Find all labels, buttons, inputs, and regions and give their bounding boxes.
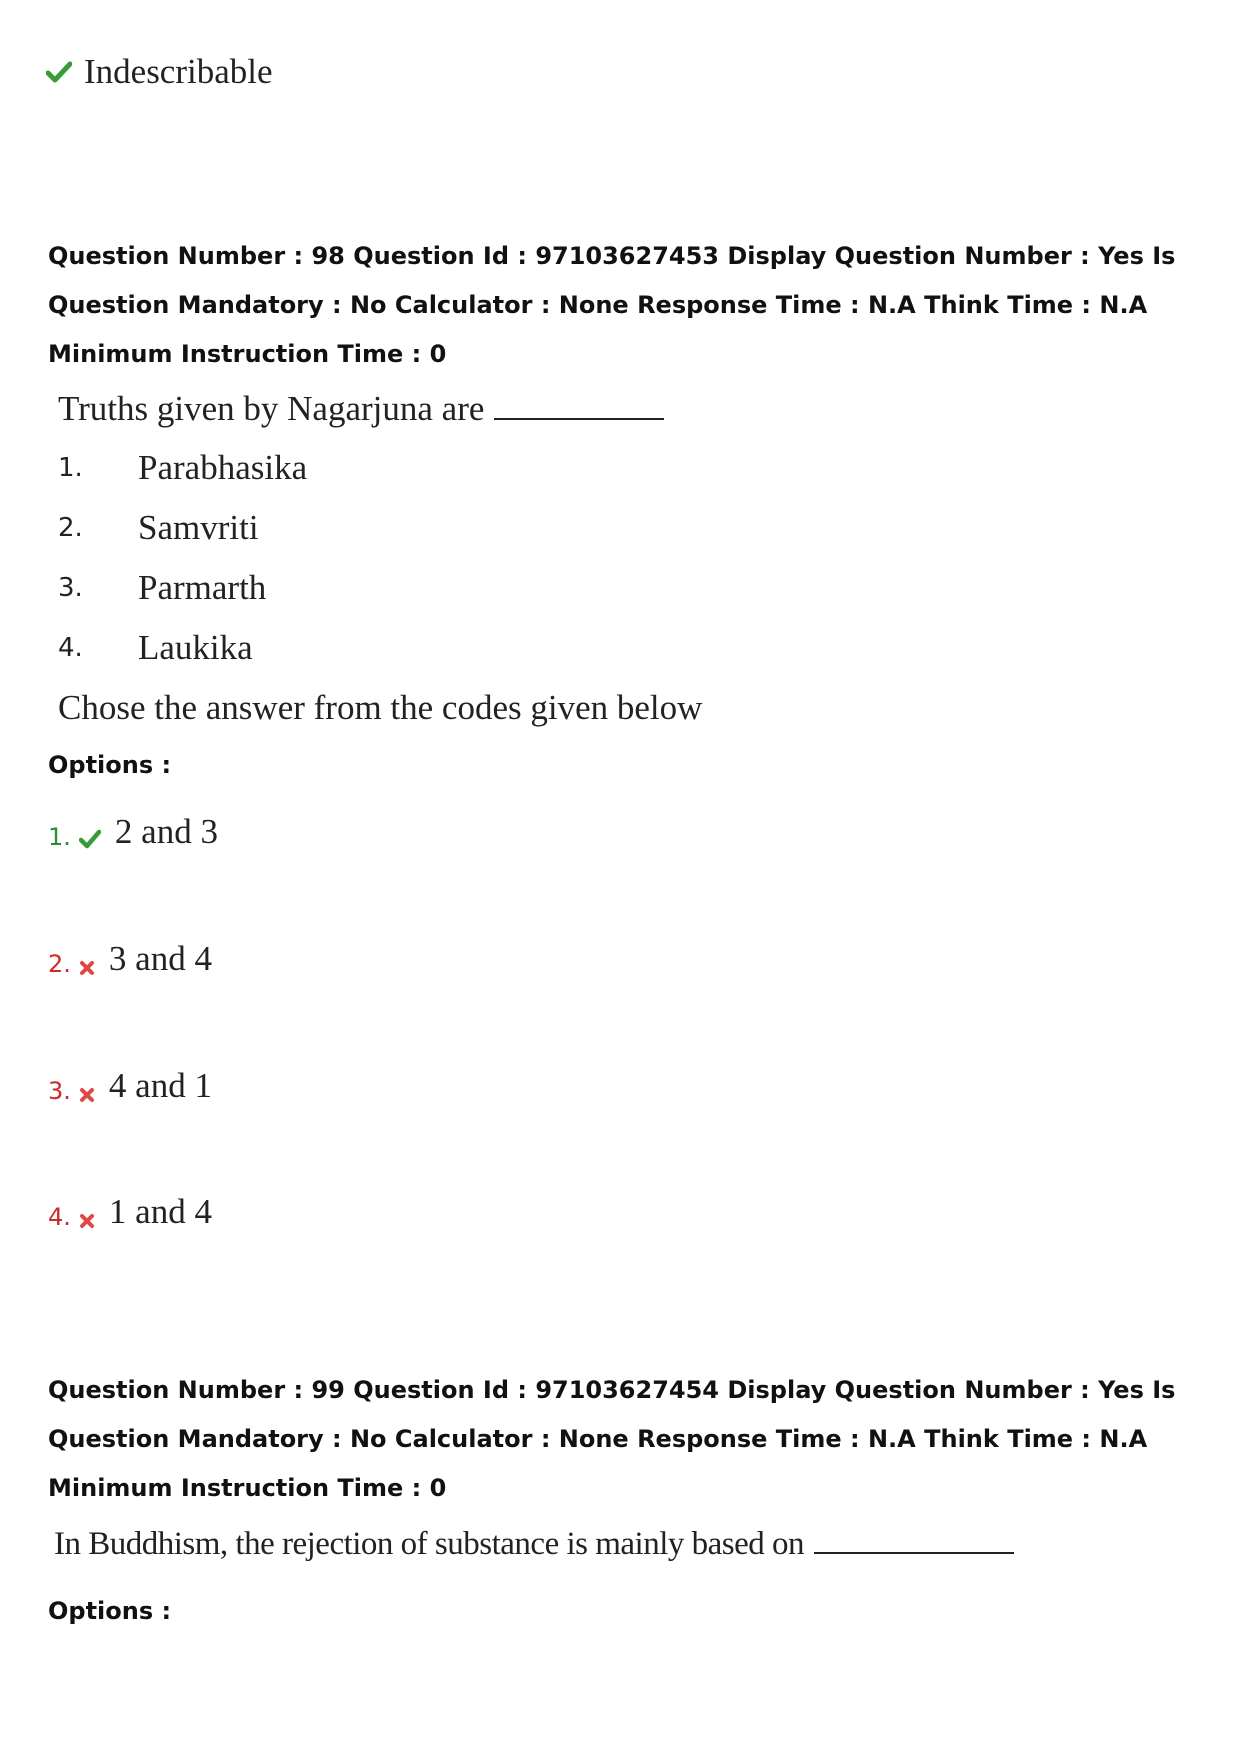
q99-options-label: Options : [48, 1597, 172, 1625]
cross-icon [79, 960, 95, 976]
option-text: 3 and 4 [108, 939, 212, 978]
answer-blank [494, 388, 664, 420]
answer-blank [814, 1522, 1014, 1554]
q98-option-3[interactable] [48, 1068, 212, 1103]
option-text: 4 and 1 [108, 1066, 212, 1105]
q98-stem-text: Truths given by Nagarjuna are [58, 389, 485, 428]
q98-option-2[interactable] [48, 941, 212, 976]
q99-meta: Question Number : 99 Question Id : 97103627454 Display Question Number : Yes Is Question Mandatory : No Calculator : None Response Time : N.A Think Time : N.A Minimum Instruction Time : 0 [48, 1376, 1176, 1502]
q99-stem [54, 1522, 1014, 1563]
item-label: Laukika [138, 628, 253, 667]
item-number: 2. [58, 513, 83, 543]
q98-item-3 [58, 568, 266, 608]
item-number: 1. [58, 453, 83, 483]
item-number: 4. [58, 633, 83, 663]
option-text: 1 and 4 [108, 1192, 212, 1231]
check-icon [46, 61, 72, 83]
q98-item-1 [58, 448, 307, 488]
check-icon [79, 829, 101, 849]
q99-stem-text: In Buddhism, the rejection of substance is mainly based on [54, 1526, 805, 1562]
q98-option-1[interactable] [48, 814, 218, 849]
previous-answer-text: Indescribable [84, 52, 273, 91]
q98-stem [58, 388, 664, 429]
option-number: 3. [48, 1077, 71, 1105]
item-label: Samvriti [138, 508, 259, 547]
cross-icon [79, 1213, 95, 1229]
item-label: Parabhasika [138, 448, 308, 487]
q98-item-4 [58, 628, 253, 668]
q98-instruction: Chose the answer from the codes given below [58, 688, 703, 727]
cross-icon [79, 1087, 95, 1103]
option-text: 2 and 3 [114, 812, 218, 851]
item-label: Parmarth [138, 568, 267, 607]
item-number: 3. [58, 573, 83, 603]
q98-options-label: Options : [48, 751, 172, 779]
q98-item-2 [58, 508, 259, 548]
option-number: 4. [48, 1203, 71, 1231]
option-number: 2. [48, 950, 71, 978]
option-number: 1. [48, 823, 71, 851]
q98-meta: Question Number : 98 Question Id : 97103627453 Display Question Number : Yes Is Question Mandatory : No Calculator : None Response Time : N.A Think Time : N.A Minimum Instruction Time : 0 [48, 242, 1176, 368]
previous-answer [46, 52, 273, 92]
q98-option-4[interactable] [48, 1194, 212, 1229]
